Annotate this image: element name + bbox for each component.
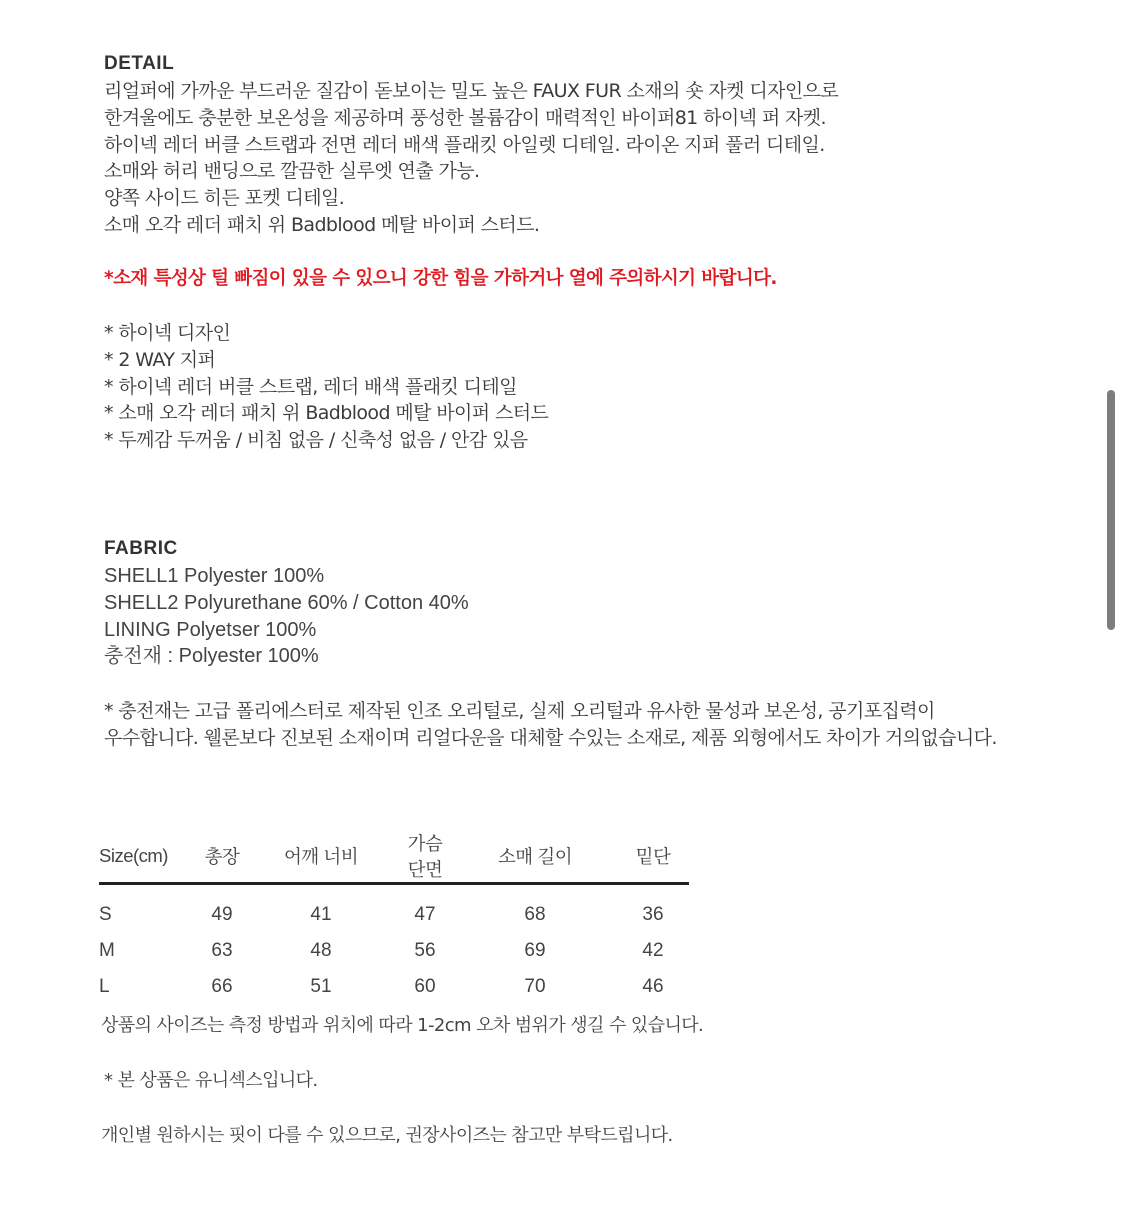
fabric-line: 충전재 : Polyester 100% — [104, 645, 319, 668]
table-row — [99, 969, 689, 1005]
feature-bullet: * 2 WAY 지퍼 — [104, 348, 216, 371]
cell: 63 — [211, 940, 233, 961]
cell: 60 — [414, 976, 436, 997]
cell: 51 — [310, 976, 332, 997]
fit-note: 개인별 원하시는 핏이 다를 수 있으므로, 권장사이즈는 참고만 부탁드립니다. — [101, 1125, 673, 1146]
filling-note-line: 우수합니다. 웰론보다 진보된 소재이며 리얼다운을 대체할 수있는 소재로, 제품 외형에서도 차이가 거의없습니다. — [104, 726, 997, 749]
fabric-heading: FABRIC — [104, 538, 178, 559]
size-table-header — [99, 830, 689, 884]
detail-line: 소매와 허리 밴딩으로 깔끔한 실루엣 연출 가능. — [104, 160, 480, 183]
filling-note-line: * 충전재는 고급 폴리에스터로 제작된 인조 오리털로, 실제 오리털과 유사한 물성과 보온성, 공기포집력이 — [104, 700, 935, 722]
table-row — [99, 933, 689, 969]
fabric-line: SHELL1 Polyester 100% — [104, 565, 325, 587]
cell: 46 — [642, 976, 664, 997]
cell: 49 — [211, 904, 233, 925]
feature-bullet: * 하이넥 레더 버클 스트랩, 레더 배색 플래킷 디테일 — [104, 375, 517, 398]
size-label: M — [99, 940, 115, 961]
fabric-composition — [104, 563, 469, 670]
feature-bullets — [104, 320, 548, 454]
header-chest: 가슴 단면 — [407, 833, 443, 880]
table-row — [99, 884, 689, 934]
cell: 48 — [310, 940, 332, 961]
cell: 36 — [642, 904, 664, 925]
cell: 41 — [310, 904, 332, 925]
detail-line: 양쪽 사이드 히든 포켓 디테일. — [104, 187, 345, 210]
cell: 42 — [642, 940, 664, 961]
header-shoulder: 어깨 너비 — [283, 846, 359, 867]
tolerance-note: 상품의 사이즈는 측정 방법과 위치에 따라 1-2cm 오차 범위가 생길 수 있습니다. — [101, 1015, 704, 1036]
fabric-line: SHELL2 Polyurethane 60% / Cotton 40% — [104, 591, 469, 614]
size-label: S — [99, 904, 112, 925]
size-label: L — [99, 976, 110, 997]
cell: 68 — [524, 904, 546, 925]
detail-line: 소매 오각 레더 패치 위 Badblood 메탈 바이퍼 스터드. — [104, 213, 540, 236]
cell: 56 — [414, 940, 436, 961]
cell: 69 — [524, 940, 546, 961]
feature-bullet: * 하이넥 디자인 — [104, 322, 231, 344]
size-table — [99, 830, 689, 1005]
header-sleeve: 소매 길이 — [497, 846, 573, 867]
care-warning: *소재 특성상 털 빠짐이 있을 수 있으니 강한 힘을 가하거나 열에 주의하시기 바랍니다. — [104, 268, 777, 289]
cell: 47 — [414, 904, 436, 925]
detail-heading: DETAIL — [104, 53, 175, 74]
vertical-scrollbar[interactable] — [1107, 390, 1115, 630]
cell: 70 — [524, 976, 546, 997]
detail-line: 하이넥 레더 버클 스트랩과 전면 레더 배색 플래킷 아일렛 디테일. 라이온 지퍼 풀러 디테일. — [104, 133, 825, 156]
feature-bullet: * 소매 오각 레더 패치 위 Badblood 메탈 바이퍼 스터드 — [104, 402, 549, 425]
cell: 66 — [211, 976, 233, 997]
detail-line: 한겨울에도 충분한 보온성을 제공하며 풍성한 볼륨감이 매력적인 바이퍼81 하이넥 퍼 자켓. — [104, 106, 826, 129]
header-total-length: 총장 — [204, 846, 240, 867]
header-hem: 밑단 — [635, 846, 671, 867]
unisex-note: * 본 상품은 유니섹스입니다. — [104, 1070, 318, 1091]
filling-note — [104, 698, 997, 752]
fabric-line: LINING Polyetser 100% — [104, 618, 317, 641]
detail-description — [104, 78, 838, 239]
feature-bullet: * 두께감 두꺼움 / 비침 없음 / 신축성 없음 / 안감 있음 — [104, 429, 528, 452]
header-size: Size(cm) — [99, 845, 168, 866]
detail-line: 리얼퍼에 가까운 부드러운 질감이 돋보이는 밀도 높은 FAUX FUR 소재의 숏 자켓 디자인으로 — [104, 80, 839, 102]
